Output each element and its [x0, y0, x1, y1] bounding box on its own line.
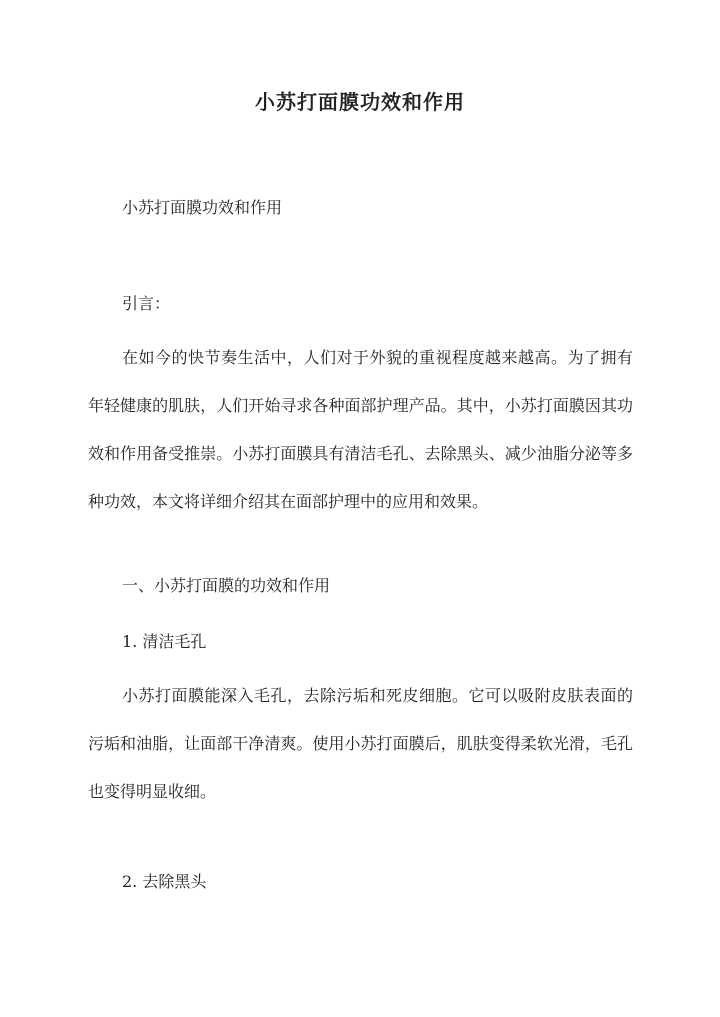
- intro-paragraph: 在如今的快节奏生活中，人们对于外貌的重视程度越来越高。为了拥有年轻健康的肌肤，人们开始寻求各种面部护理产品。其中，小苏打面膜因其功效和作用备受推崇。小苏打面膜具有清洁毛孔、去除黑头、减少油脂分泌等多种功效，本文将详细介绍其在面部护理中的应用和效果。: [88, 348, 633, 511]
- section-heading: 一、小苏打面膜的功效和作用: [122, 576, 331, 595]
- document-title: 小苏打面膜功效和作用: [255, 90, 465, 114]
- item-heading-clean-pores: 1. 清洁毛孔: [122, 632, 207, 651]
- item-paragraph-clean-pores: 小苏打面膜能深入毛孔，去除污垢和死皮细胞。它可以吸附皮肤表面的污垢和油脂，让面部干净清爽。使用小苏打面膜后，肌肤变得柔软光滑，毛孔也变得明显收细。: [88, 686, 633, 801]
- item-heading-remove-blackheads: 2. 去除黑头: [122, 872, 207, 891]
- intro-heading: 引言：: [122, 294, 171, 313]
- subtitle: 小苏打面膜功效和作用: [122, 198, 283, 217]
